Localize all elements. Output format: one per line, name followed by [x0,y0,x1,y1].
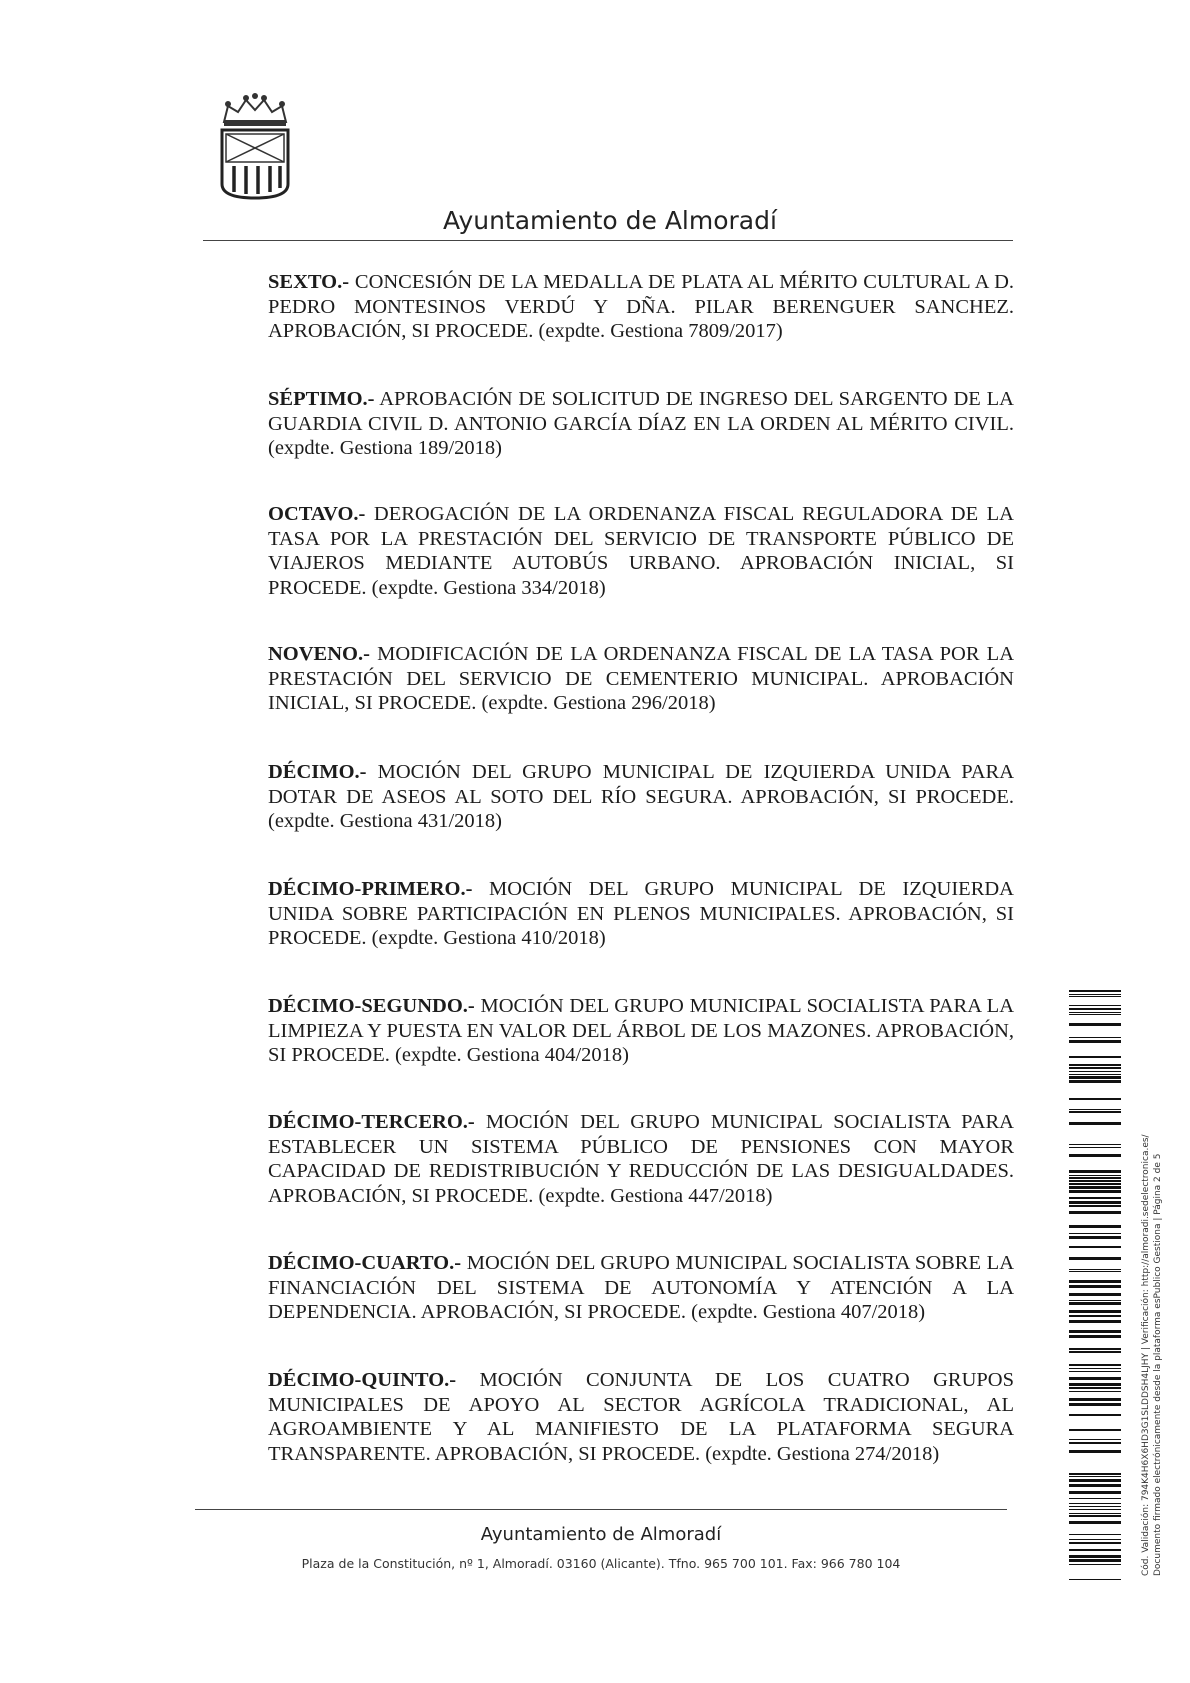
validation-stamp-text [1140,1086,1164,1576]
agenda-item-heading: SEXTO.- [268,271,350,293]
barcode-bar [1069,1320,1121,1323]
barcode-bar [1069,1076,1121,1079]
barcode-bar [1069,1330,1121,1333]
barcode-bar [1069,1233,1121,1234]
barcode-bar [1069,1335,1121,1338]
agenda-item-decimo-segundo [200,994,1014,1068]
barcode-bar [1069,1285,1121,1288]
barcode-bar [1069,1144,1121,1145]
barcode-bar [1069,1473,1121,1475]
agenda-item-text: MOCIÓN DEL GRUPO MUNICIPAL SOCIALISTA SOBRE LA FINANCIACIÓN DEL SISTEMA DE AUTONOMÍA Y ATENCIÓN A LA DEPENDENCIA. APROBACIÓN, SI PROCEDE. (expdte. Gestiona 407/2018) [268,1252,1014,1323]
barcode-bar [1069,1509,1121,1510]
agenda-item-text: MOCIÓN DEL GRUPO MUNICIPAL SOCIALISTA PARA ESTABLECER UN SISTEMA PÚBLICO DE PENSIONES CON MAYOR CAPACIDAD DE REDISTRIBUCIÓN Y REDUCCIÓN DE LAS DESIGUALDADES. APROBACIÓN, SI PROCEDE. (expdte. Gestiona 447/2018) [268,1111,1014,1207]
footer-divider [195,1509,1007,1510]
agenda-item-heading: DÉCIMO-CUARTO.- [268,1252,462,1274]
barcode-bar [1069,990,1121,992]
barcode-bar [1069,1429,1121,1431]
barcode-bar [1069,1479,1121,1482]
barcode-bar [1069,1564,1121,1565]
barcode-bar [1069,1170,1121,1173]
barcode-bar [1069,1111,1121,1113]
barcode-bar [1069,1521,1121,1524]
validation-barcode [1069,990,1121,1580]
agenda-item-decimo-primero [200,877,1014,951]
agenda-item-decimo-quinto [200,1368,1014,1466]
barcode-bar [1069,1442,1121,1444]
barcode-bar [1069,1205,1121,1207]
barcode-bar [1069,1197,1121,1199]
barcode-bar [1069,1180,1121,1182]
barcode-bar [1069,1023,1121,1026]
footer-address: Plaza de la Constitución, nº 1, Almoradí. 03160 (Alicante). Tfno. 965 700 101. Fax: 966 780 104 [301,1556,901,1571]
agenda-item-heading: SÉPTIMO.- [268,388,375,410]
barcode-bar [1069,1183,1121,1185]
agenda-item-heading: DÉCIMO-PRIMERO.- [268,878,473,900]
barcode-bar [1069,1559,1121,1562]
barcode-bar [1069,1310,1121,1313]
barcode-bar [1069,996,1121,997]
barcode-bar [1069,1302,1121,1305]
barcode-bar [1069,1498,1121,1499]
agenda-item-decimo-tercero [200,1110,1014,1208]
barcode-bar [1069,1071,1121,1072]
barcode-bar [1069,1280,1121,1283]
barcode-bar [1069,1513,1121,1514]
barcode-bar [1069,1377,1121,1380]
barcode-bar [1069,1040,1121,1043]
barcode-bar [1069,1383,1121,1386]
agenda-item-text: MOCIÓN CONJUNTA DE LOS CUATRO GRUPOS MUNICIPALES DE APOYO AL SECTOR AGRÍCOLA TRADICIONAL, AL AGROAMBIENTE Y AL MANIFIESTO DE LA PLATAFORMA SEGURA TRANSPARENTE. APROBACIÓN, SI PROCEDE. (expdte. Gestiona 274/2018) [268,1369,1014,1465]
barcode-bar [1069,1534,1121,1535]
barcode-bar [1069,1515,1121,1517]
barcode-bar [1069,1147,1121,1148]
barcode-bar [1069,1491,1121,1494]
barcode-bar [1069,1109,1121,1110]
barcode-bar [1069,1391,1121,1392]
barcode-bar [1069,1364,1121,1366]
barcode-bar [1069,1579,1121,1580]
barcode-bar [1069,1484,1121,1487]
barcode-bar [1069,1371,1121,1372]
agenda-item-decimo [200,760,1014,834]
agenda-item-text: MOCIÓN DEL GRUPO MUNICIPAL DE IZQUIERDA UNIDA SOBRE PARTICIPACIÓN EN PLENOS MUNICIPALES. APROBACIÓN, SI PROCEDE. (expdte. Gestiona 410/2018) [268,878,1014,949]
agenda-item-text: MOCIÓN DEL GRUPO MUNICIPAL DE IZQUIERDA UNIDA PARA DOTAR DE ASEOS AL SOTO DEL RÍO SEGURA. APROBACIÓN, SI PROCEDE. (expdte. Gestiona 431/2018) [268,761,1014,832]
barcode-bar [1069,1080,1121,1083]
agenda-item-heading: OCTAVO.- [268,503,366,525]
barcode-bar [1069,994,1121,995]
barcode-bar [1069,1293,1121,1296]
agenda-item-noveno [200,642,1014,716]
agenda-item-octavo [200,502,1014,600]
barcode-bar [1069,1098,1121,1100]
barcode-bar [1069,1014,1121,1015]
barcode-bar [1069,1542,1121,1544]
barcode-bar [1069,1315,1121,1317]
agenda-item-text: MODIFICACIÓN DE LA ORDENANZA FISCAL DE LA TASA POR LA PRESTACIÓN DEL SERVICIO DE CEMENTERIO MUNICIPAL. APROBACIÓN INICIAL, SI PROCEDE. (expdte. Gestiona 296/2018) [268,643,1014,714]
barcode-bar [1069,1225,1121,1228]
agenda-item-text: APROBACIÓN DE SOLICITUD DE INGRESO DEL SARGENTO DE LA GUARDIA CIVIL D. ANTONIO GARCÍA DÍAZ EN LA ORDEN AL MÉRITO CIVIL. (expdte. Gestiona 189/2018) [268,388,1014,459]
barcode-bar [1069,1175,1121,1176]
barcode-bar [1069,1067,1121,1069]
header-divider [203,240,1013,241]
barcode-bar [1069,1037,1121,1038]
barcode-bar [1069,1414,1121,1416]
barcode-bar [1069,1549,1121,1551]
municipal-crest-logo [218,92,292,202]
barcode-bar [1069,1476,1121,1477]
barcode-bar [1069,1439,1121,1440]
barcode-bar [1069,1005,1121,1006]
barcode-bar [1069,1348,1121,1350]
barcode-bar [1069,1450,1121,1453]
barcode-bar [1069,1211,1121,1214]
barcode-bar [1069,1186,1121,1189]
barcode-bar [1069,1403,1121,1406]
barcode-bar [1069,1555,1121,1558]
agenda-item-heading: NOVENO.- [268,643,370,665]
barcode-bar [1069,1271,1121,1272]
agenda-item-text: DEROGACIÓN DE LA ORDENANZA FISCAL REGULADORA DE LA TASA POR LA PRESTACIÓN DEL SERVICIO DE TRANSPORTE PÚBLICO DE VIAJEROS MEDIANTE AUTOBÚS URBANO. APROBACIÓN INICIAL, SI PROCEDE. (expdte. Gestiona 334/2018) [268,503,1014,599]
validation-code-line: Cód. Validación: 794K4H6X6HD3G1SLDDSH4LJHY | Verificación: http://almoradi.sedelectronica.es/ [1141,1134,1151,1576]
agenda-item-text: MOCIÓN DEL GRUPO MUNICIPAL SOCIALISTA PARA LA LIMPIEZA Y PUESTA EN VALOR DEL ÁRBOL DE LOS MAZONES. APROBACIÓN, SI PROCEDE. (expdte. Gestiona 404/2018) [268,995,1014,1066]
barcode-bar [1069,1201,1121,1204]
agenda-item-sexto [200,270,1014,344]
barcode-bar [1069,1122,1121,1125]
barcode-bar [1069,1064,1121,1066]
barcode-bar [1069,1503,1121,1504]
barcode-bar [1069,1236,1121,1239]
barcode-bar [1069,1300,1121,1301]
barcode-bar [1069,1246,1121,1248]
barcode-bar [1069,1190,1121,1193]
footer-title: Ayuntamiento de Almoradí [480,1524,722,1545]
barcode-bar [1069,1012,1121,1013]
agenda-item-heading: DÉCIMO.- [268,761,367,783]
agenda-item-heading: DÉCIMO-SEGUNDO.- [268,995,475,1017]
agenda-item-decimo-cuarto [200,1251,1014,1325]
barcode-bar [1069,1154,1121,1157]
barcode-bar [1069,1074,1121,1075]
header-title: Ayuntamiento de Almoradí [443,206,777,235]
barcode-bar [1069,1351,1121,1353]
barcode-bar [1069,1506,1121,1507]
barcode-bar [1069,1257,1121,1260]
signature-info-line: Documento firmado electrónicamente desde la plataforma esPublico Gestiona | Página 2 de 5 [1153,1153,1163,1576]
barcode-bar [1069,1368,1121,1369]
barcode-bar [1069,1398,1121,1401]
agenda-item-heading: DÉCIMO-QUINTO.- [268,1369,457,1391]
agenda-item-septimo [200,387,1014,461]
agenda-item-text: CONCESIÓN DE LA MEDALLA DE PLATA AL MÉRITO CULTURAL A D. PEDRO MONTESINOS VERDÚ Y DÑA. PILAR BERENGUER SANCHEZ. APROBACIÓN, SI PROCEDE. (expdte. Gestiona 7809/2017) [268,271,1014,342]
agenda-item-heading: DÉCIMO-TERCERO.- [268,1111,475,1133]
barcode-bar [1069,1387,1121,1389]
barcode-bar [1069,1008,1121,1010]
barcode-bar [1069,1539,1121,1540]
barcode-bar [1069,1177,1121,1179]
barcode-bar [1069,1269,1121,1270]
barcode-bar [1069,1056,1121,1058]
